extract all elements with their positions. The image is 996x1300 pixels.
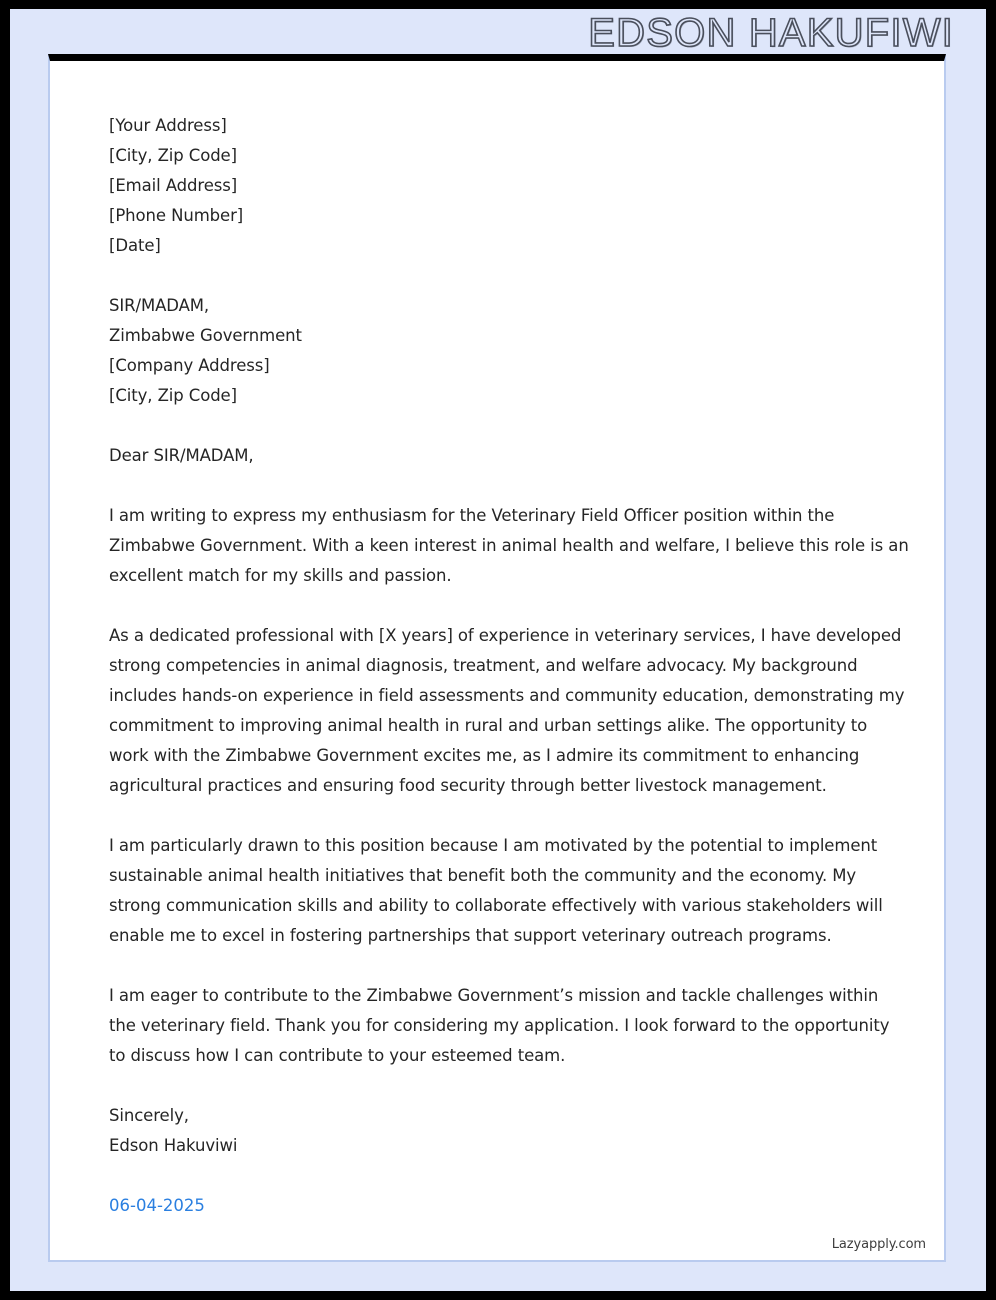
recipient-company-address-line: [Company Address] [109,356,270,375]
recipient-address-block [109,291,909,411]
body-paragraph-2: As a dedicated professional with [X years] of experience in veterinary services, I have developed strong competencies in animal diagnosis, treatment, and welfare advocacy. My background includes hands-on experience in field assessments and community education, demonstrating my commitment to improving animal health in rural and urban settings alike. The opportunity to work with the Zimbabwe Government excites me, as I admire its commitment to enhancing agricultural practices and ensuring food security through better livestock management. [109,626,905,795]
footer-brand: Lazyapply.com [831,1237,926,1252]
letter-content [109,111,909,1221]
body-paragraph-1: I am writing to express my enthusiasm for the Veterinary Field Officer position within the Zimbabwe Government. With a keen interest in animal health and welfare, I believe this role is an excellent match for my skills and passion. [109,506,909,585]
applicant-name-heading: EDSON HAKUFIWI [588,10,954,55]
sender-email-line: [Email Address] [109,176,238,195]
letter-date: 06-04-2025 [109,1196,205,1215]
sender-address-block [109,111,909,261]
closing-block [109,1101,909,1161]
sender-city-zip-line: [City, Zip Code] [109,146,237,165]
recipient-organization-line: Zimbabwe Government [109,326,302,345]
recipient-city-zip-line: [City, Zip Code] [109,386,237,405]
valediction-line: Sincerely, [109,1106,189,1125]
sender-address-line: [Your Address] [109,116,227,135]
sender-phone-line: [Phone Number] [109,206,244,225]
signature-name-line: Edson Hakuviwi [109,1136,238,1155]
recipient-salutation-line: SIR/MADAM, [109,296,210,315]
sender-date-line: [Date] [109,236,161,255]
letter-sheet [48,54,946,1262]
salutation-line: Dear SIR/MADAM, [109,446,254,465]
letterhead-banner [10,9,986,56]
body-paragraph-4: I am eager to contribute to the Zimbabwe Government’s mission and tackle challenges within the veterinary field. Thank you for considering my application. I look forward to the opportunity to discuss how I can contribute to your esteemed team. [109,986,890,1065]
salutation-block [109,441,909,471]
body-paragraph-3: I am particularly drawn to this position because I am motivated by the potential to implement sustainable animal health initiatives that benefit both the community and the economy. My strong communication skills and ability to collaborate effectively with various stakeholders will enable me to excel in fostering partnerships that support veterinary outreach programs. [109,836,883,945]
